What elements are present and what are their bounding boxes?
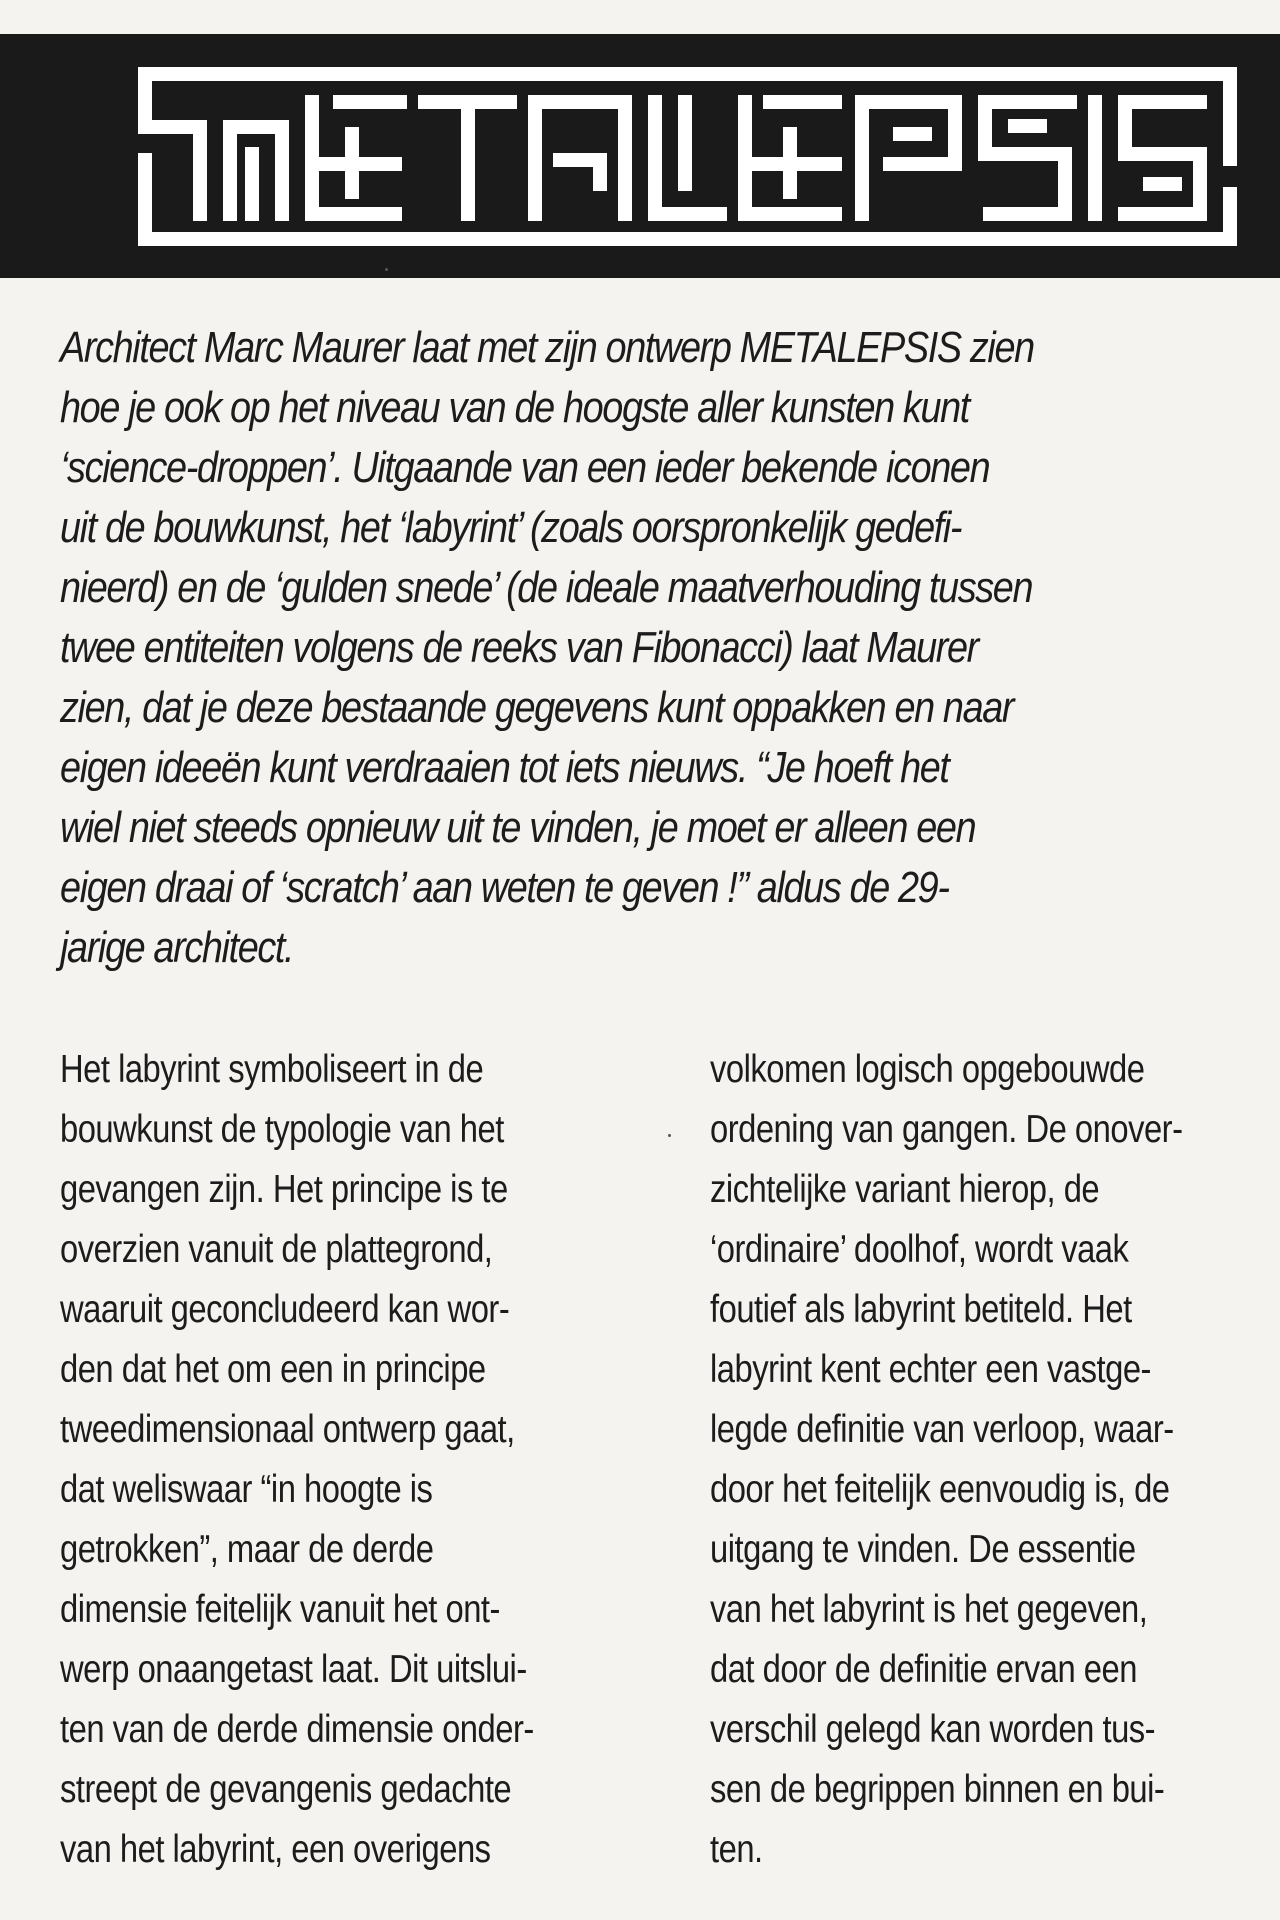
- intro-line: eigen draai of ‘scratch’ aan weten te geven !” aldus de 29-: [60, 863, 949, 912]
- body-line: uitgang te vinden. De essentie: [710, 1528, 1136, 1571]
- intro-line: zien, dat je deze bestaande gegevens kunt oppakken en naar: [60, 683, 1014, 732]
- body-line: ‘ordinaire’ doolhof, wordt vaak: [710, 1228, 1129, 1271]
- body-line: ordening van gangen. De onover-: [710, 1108, 1183, 1151]
- title-banner: [0, 34, 1280, 278]
- intro-line: twee entiteiten volgens de reeks van Fibonacci) laat Maurer: [60, 623, 978, 672]
- intro-line: jarige architect.: [60, 923, 294, 972]
- intro-line: Architect Marc Maurer laat met zijn ontwerp METALEPSIS zien: [60, 323, 1034, 372]
- metalepsis-maze-logo: [0, 34, 1280, 278]
- body-line: volkomen logisch opgebouwde: [710, 1048, 1145, 1091]
- body-line: labyrint kent echter een vastge-: [710, 1348, 1151, 1391]
- body-line: zichtelijke variant hierop, de: [710, 1168, 1100, 1211]
- intro-paragraph: [60, 318, 1161, 978]
- body-line: dat door de definitie ervan een: [710, 1648, 1137, 1691]
- body-line: bouwkunst de typologie van het: [60, 1108, 504, 1151]
- body-line: werp onaangetast laat. Dit uitslui-: [60, 1648, 527, 1691]
- body-line: sen de begrippen binnen en bui-: [710, 1768, 1165, 1811]
- intro-line: wiel niet steeds opnieuw uit te vinden, je moet er alleen een: [60, 803, 976, 852]
- body-line: foutief als labyrint betiteld. Het: [710, 1288, 1132, 1331]
- intro-line: hoe je ook op het niveau van de hoogste aller kunsten kunt: [60, 383, 969, 432]
- body-line: van het labyrint is het gegeven,: [710, 1588, 1148, 1631]
- body-line: gevangen zijn. Het principe is te: [60, 1168, 508, 1211]
- body-line: ten van de derde dimensie onder-: [60, 1708, 534, 1751]
- body-line: waaruit geconcludeerd kan wor-: [60, 1288, 510, 1331]
- body-line: door het feitelijk eenvoudig is, de: [710, 1468, 1170, 1511]
- body-column-left: [60, 1040, 534, 1880]
- body-line: den dat het om een in principe: [60, 1348, 486, 1391]
- body-line: van het labyrint, een overigens: [60, 1828, 491, 1871]
- intro-line: uit de bouwkunst, het ‘labyrint’ (zoals oorspronkelijk gedefi-: [60, 503, 962, 552]
- body-line: tweedimensionaal ontwerp gaat,: [60, 1408, 515, 1451]
- intro-line: eigen ideeën kunt verdraaien tot iets nieuws. “Je hoeft het: [60, 743, 949, 792]
- paper-speck: [385, 268, 388, 271]
- body-line: ten.: [710, 1828, 763, 1871]
- body-line: legde definitie van verloop, waar-: [710, 1408, 1174, 1451]
- body-line: getrokken”, maar de derde: [60, 1528, 434, 1571]
- body-line: Het labyrint symboliseert in de: [60, 1048, 484, 1091]
- intro-line: nieerd) en de ‘gulden snede’ (de ideale maatverhouding tussen: [60, 563, 1033, 612]
- body-line: overzien vanuit de plattegrond,: [60, 1228, 493, 1271]
- body-line: verschil gelegd kan worden tus-: [710, 1708, 1156, 1751]
- paper-speck: [668, 1134, 671, 1137]
- body-line: dimensie feitelijk vanuit het ont-: [60, 1588, 500, 1631]
- body-column-right: [710, 1040, 1182, 1880]
- body-line: dat weliswaar “in hoogte is: [60, 1468, 433, 1511]
- body-line: streept de gevangenis gedachte: [60, 1768, 512, 1811]
- intro-line: ‘science-droppen’. Uitgaande van een ieder bekende iconen: [60, 443, 990, 492]
